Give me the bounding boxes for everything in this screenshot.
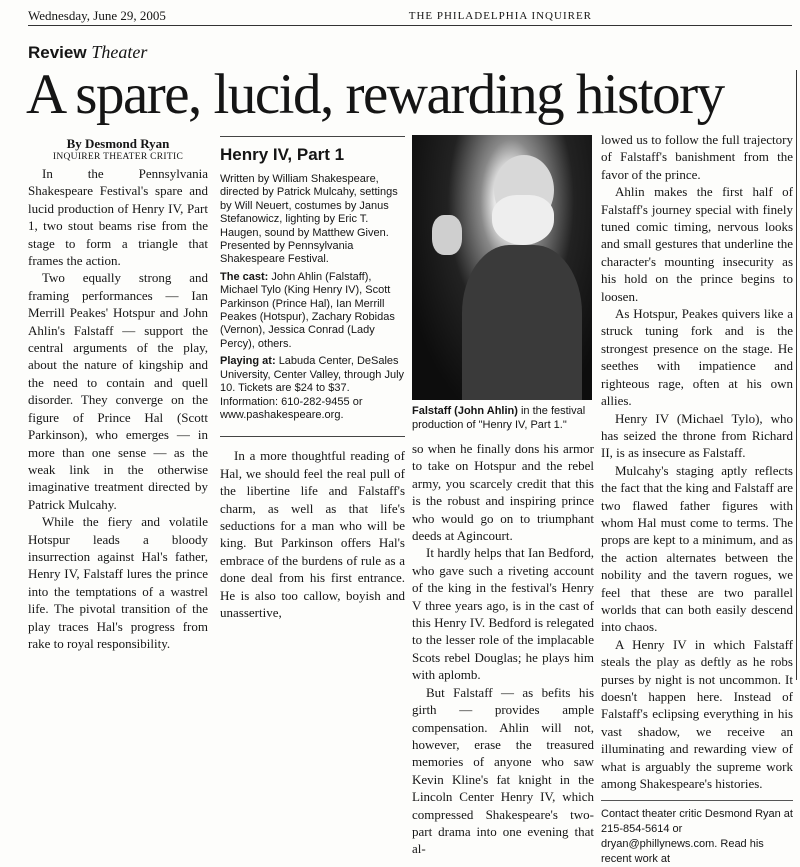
- section-kicker: [28, 42, 147, 63]
- venue-details: Labuda Center, DeSales University, Center Valley, through July 10. Tickets are $24 to $37. Information: 610-282-9455 or www.pashakespeare.org.: [220, 355, 405, 421]
- column-4: [601, 131, 793, 867]
- paragraph: Ahlin makes the first half of Falstaff's journey special with finely tuned comic timing, nervous looks and small gestures that underline the character's mounting insecurity as his hold on the prince begins to loosen.: [601, 184, 793, 304]
- column-rule: [796, 70, 797, 680]
- column-2: [220, 136, 405, 621]
- paragraph: It hardly helps that Ian Bedford, who gave such a riveting account of the king in the festival's Henry V three years ago, is in the cast of this Henry IV. Bedford is relegated to the lesser role of the implacable Scots rebel Douglas; he plays him with aplomb.: [412, 545, 594, 683]
- section-label: Review: [28, 43, 87, 62]
- paragraph: Mulcahy's staging aptly reflects the fact that the king and Falstaff are two flawed father figures with whom Hal must come to terms. The props are kept to a minimum, and as the action alternates between the nobility and the tavern rogues, we feel that these are two parallel worlds that can both easily descend into chaos.: [601, 462, 793, 635]
- falstaff-photo: [412, 135, 592, 400]
- paragraph: In the Pennsylvania Shakespeare Festival's spare and lucid production of Henry IV, Part 1, two stout beams rise from the stage to form a triangle that frames the action.: [28, 166, 208, 269]
- byline: By Desmond Ryan: [66, 136, 170, 151]
- paragraph: Two equally strong and framing performances — Ian Merrill Peakes' Hotspur and John Ahlin's Falstaff — support the central arguments of the play, about the nature of kingship and the need to contain and quell disorder. They converge on the figure of Prince Hal (Scott Parkinson), who emerges — in more than one sense — as the weak link in the otherwise imaginative treatment directed by Patrick Mulcahy.: [28, 270, 208, 512]
- paragraph: lowed us to follow the full trajectory of Falstaff's banishment from the favor of the prince.: [601, 132, 793, 182]
- paragraph: so when he finally dons his armor to take on Hotspur and the rebel army, you scarcely credit that this is the robust and inspiring prince who would go on to triumphant deeds at Agincourt.: [412, 441, 594, 544]
- cast: [220, 271, 405, 351]
- paragraph: Henry IV (Michael Tylo), who has seized the throne from Richard II, is as insecure as Falstaff.: [601, 410, 793, 461]
- caption-text: in the festival production of "Henry IV, Part 1.": [412, 405, 586, 431]
- paragraph: But Falstaff — as befits his girth — provides ample compensation. Ahlin will not, however, erase the treasured memories of anyone who saw Kevin Kline's fat knight in the Lincoln Center Henry IV, which compressed Shakespeare's two-part drama into one evening that al-: [412, 684, 594, 857]
- byline-title: INQUIRER THEATER CRITIC: [52, 152, 184, 162]
- cast-label: The cast:: [220, 270, 269, 283]
- photo-caption: [412, 404, 594, 432]
- paragraph: As Hotspur, Peakes quivers like a struck tuning fork and is the strongest presence on the stage. He seethes with impatience and righteous rage, often at his own allies.: [601, 306, 793, 409]
- page-header: [28, 8, 792, 26]
- info-box-title: Henry IV, Part 1: [220, 145, 345, 164]
- column-3: [412, 135, 594, 858]
- cast-list: John Ahlin (Falstaff), Michael Tylo (King Henry IV), Scott Parkinson (Prince Hal), Ian Merrill Peakes (Hotspur), Zachary Robidas (Vernon), Jessica Conrad (Lady Percy), others.: [220, 270, 395, 350]
- info-box: [220, 136, 405, 437]
- column-1: [28, 136, 208, 652]
- subsection-label: Theater: [91, 42, 148, 62]
- credits: Written by William Shakespeare, directed by Patrick Mulcahy, settings by Will Neuert, costumes by Janus Stefanowicz, lighting by Eric T. Haugen, sound by Matthew Given. Presented by Pennsylvania Shakespeare Festival.: [220, 173, 398, 266]
- venue: [220, 355, 405, 422]
- issue-date: Wednesday, June 29, 2005: [28, 8, 166, 23]
- paragraph: While the fiery and volatile Hotspur leads a bloody insurrection against Hal's father, Henry IV, Falstaff lures the prince into the temptations of a wastrel life. The pivotal transition of the play traces Hal's progress from rake to royal responsibility.: [28, 514, 208, 651]
- headline: A spare, lucid, rewarding history: [26, 63, 724, 126]
- contact-info: Contact theater critic Desmond Ryan at 215-854-5614 or dryan@phillynews.com. Read his recent work at: [601, 800, 793, 867]
- paragraph: In a more thoughtful reading of Hal, we should feel the real pull of the libertine life and Falstaff's charm, as well as that life's seductions for a man who will be king. But Parkinson offers Hal's embrace of the burdens of rule as a done deal from his first entrance. He is also too callow, boyish and unassertive,: [220, 448, 405, 620]
- newspaper-name: THE PHILADELPHIA INQUIRER: [408, 10, 592, 22]
- paragraph: A Henry IV in which Falstaff steals the play as deftly as he robs purses by night is not uncommon. It doesn't happen here. Instead of Falstaff's eclipsing everything in his vast shadow, we receive an illuminating and rewarding view of what is arguably the supreme work among Shakespeare's histories.: [601, 636, 793, 792]
- caption-bold: Falstaff (John Ahlin): [412, 405, 518, 417]
- playing-label: Playing at:: [220, 355, 276, 368]
